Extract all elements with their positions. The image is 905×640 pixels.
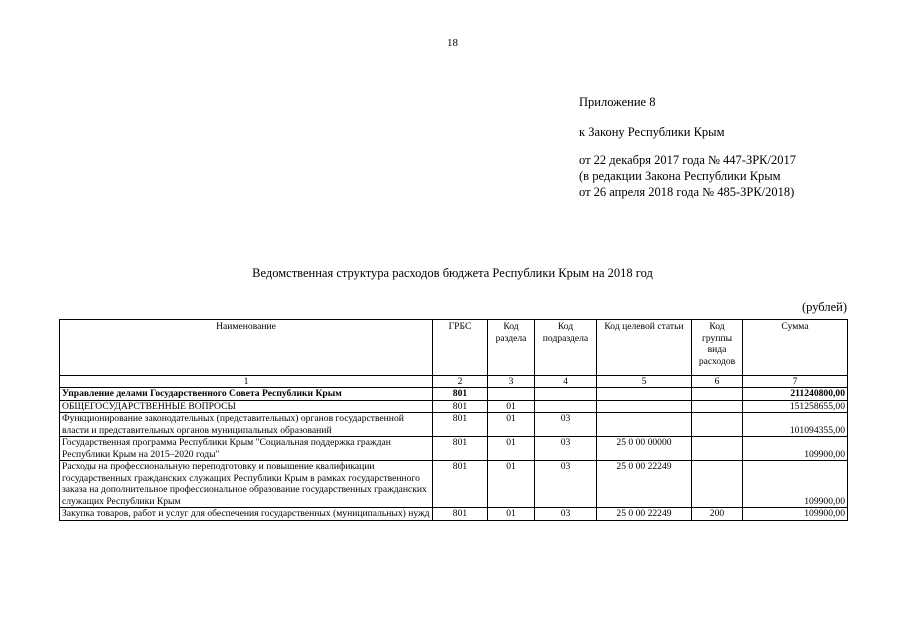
- row-csr: 25 0 00 00000: [597, 437, 692, 461]
- row-grbs: 801: [433, 413, 488, 437]
- table-row: [60, 400, 848, 413]
- appendix-number: Приложение 8: [579, 95, 656, 109]
- table-row: [60, 437, 848, 461]
- header-razdel: Код раздела: [488, 320, 535, 376]
- units-label: (рублей): [801, 300, 847, 314]
- row-podrazdel: 03: [535, 508, 597, 521]
- header-csr: Код целевой статьи: [597, 320, 692, 376]
- header-name: Наименование: [60, 320, 433, 376]
- table-row: [60, 413, 848, 437]
- header-sum: Сумма: [743, 320, 848, 376]
- row-sum: 211240800,00: [743, 388, 848, 401]
- row-sum: 151258655,00: [743, 400, 848, 413]
- column-number: 7: [743, 376, 848, 388]
- row-razdel: 01: [488, 413, 535, 437]
- row-name: Расходы на профессиональную переподготовку и повышение квалификации государственных гражданских служащих Республики Крым в рамках государственного заказа на дополнительное профессиональное образование государственных гражданских служащих Республики Крым: [60, 461, 433, 508]
- row-vr: [692, 388, 743, 401]
- appendix-edition: (в редакции Закона Республики Крым: [579, 169, 781, 183]
- row-vr: [692, 400, 743, 413]
- column-number: 3: [488, 376, 535, 388]
- row-podrazdel: 03: [535, 437, 597, 461]
- row-podrazdel: 03: [535, 461, 597, 508]
- column-number-row: [60, 376, 848, 388]
- table-row: [60, 461, 848, 508]
- column-number: 5: [597, 376, 692, 388]
- row-csr: [597, 388, 692, 401]
- row-csr: [597, 400, 692, 413]
- row-csr: 25 0 00 22249: [597, 508, 692, 521]
- row-name: Функционирование законодательных (представительных) органов государственной власти и представительных органов муниципальных образований: [60, 413, 433, 437]
- row-razdel: 01: [488, 461, 535, 508]
- header-grbs: ГРБС: [433, 320, 488, 376]
- row-podrazdel: 03: [535, 413, 597, 437]
- budget-table: [59, 319, 848, 521]
- row-sum: 101094355,00: [743, 413, 848, 437]
- row-name: Управление делами Государственного Совета Республики Крым: [60, 388, 433, 401]
- row-razdel: 01: [488, 400, 535, 413]
- row-csr: 25 0 00 22249: [597, 461, 692, 508]
- row-grbs: 801: [433, 508, 488, 521]
- header-vr: Код группы вида расходов: [692, 320, 743, 376]
- row-sum: 109900,00: [743, 508, 848, 521]
- appendix-header: [579, 94, 796, 200]
- appendix-law: к Закону Республики Крым: [579, 125, 725, 139]
- row-podrazdel: [535, 388, 597, 401]
- row-csr: [597, 413, 692, 437]
- row-razdel: 01: [488, 437, 535, 461]
- document-title: Ведомственная структура расходов бюджета Республики Крым на 2018 год: [252, 266, 653, 280]
- row-vr: [692, 413, 743, 437]
- column-number: 4: [535, 376, 597, 388]
- appendix-edition-date: от 26 апреля 2018 года № 485-ЗРК/2018): [579, 185, 795, 199]
- row-sum: 109900,00: [743, 437, 848, 461]
- row-name: Государственная программа Республики Крым "Социальная поддержка граждан Республики Крым на 2015–2020 годы": [60, 437, 433, 461]
- row-vr: [692, 461, 743, 508]
- row-razdel: 01: [488, 508, 535, 521]
- row-vr: [692, 437, 743, 461]
- row-grbs: 801: [433, 461, 488, 508]
- row-vr: 200: [692, 508, 743, 521]
- table-header-row: [60, 320, 848, 376]
- table-row: [60, 508, 848, 521]
- row-name: ОБЩЕГОСУДАРСТВЕННЫЕ ВОПРОСЫ: [60, 400, 433, 413]
- row-grbs: 801: [433, 437, 488, 461]
- row-sum: 109900,00: [743, 461, 848, 508]
- column-number: 1: [60, 376, 433, 388]
- row-razdel: [488, 388, 535, 401]
- row-grbs: 801: [433, 388, 488, 401]
- row-name: Закупка товаров, работ и услуг для обеспечения государственных (муниципальных) нужд: [60, 508, 433, 521]
- appendix-date: от 22 декабря 2017 года № 447-ЗРК/2017: [579, 153, 796, 167]
- header-podrazdel: Код подраздела: [535, 320, 597, 376]
- column-number: 2: [433, 376, 488, 388]
- page-number: 18: [447, 37, 458, 49]
- row-podrazdel: [535, 400, 597, 413]
- row-grbs: 801: [433, 400, 488, 413]
- table-row: [60, 388, 848, 401]
- column-number: 6: [692, 376, 743, 388]
